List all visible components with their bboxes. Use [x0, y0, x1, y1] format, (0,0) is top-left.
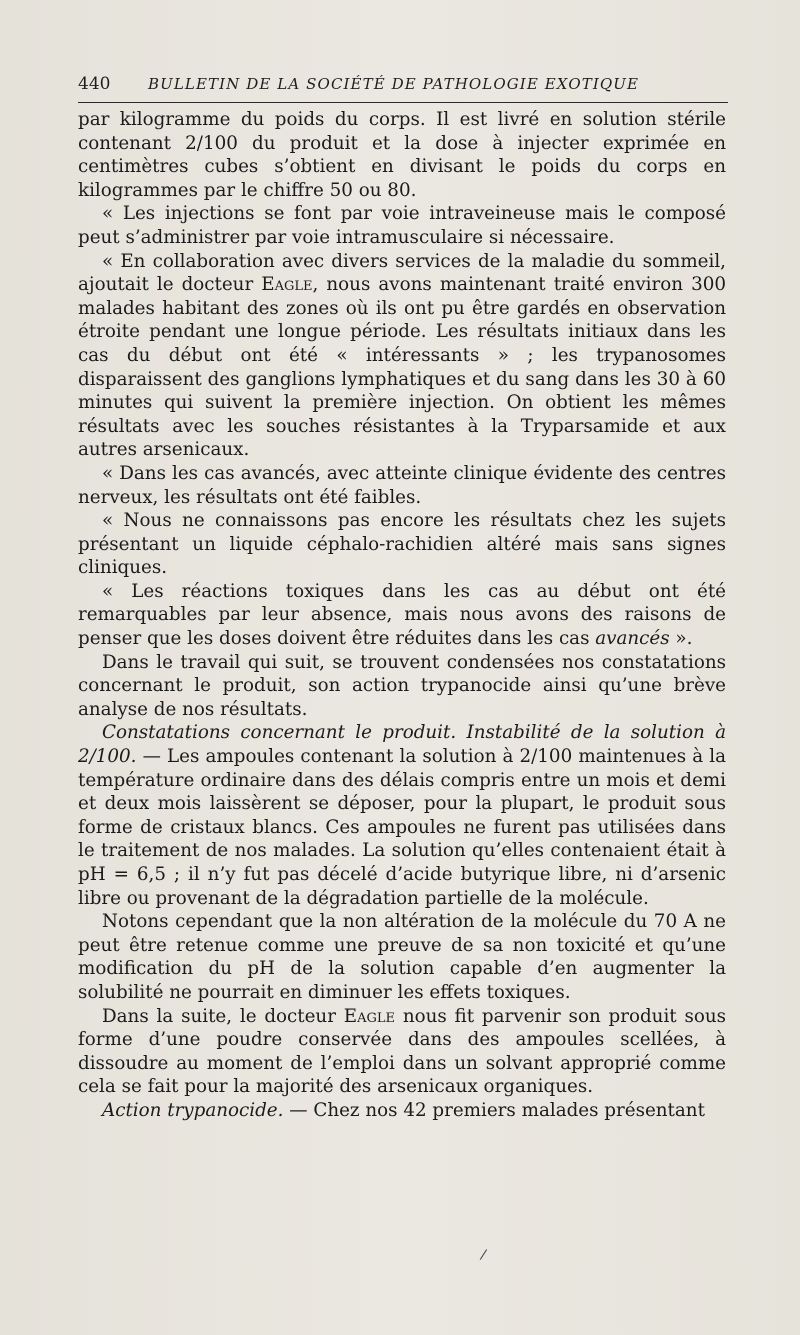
section-heading-action: Action trypanocide. — [102, 1099, 284, 1121]
paragraph-3 — [78, 250, 726, 462]
paragraph-10 — [78, 1005, 726, 1099]
section-heading-constatations: Constatations concernant le produit. Instabilité de la solution à 2/100. — [78, 722, 726, 768]
paragraph-6-text-a: « Les réactions toxiques dans les cas au début ont été remarquables par leur absence, mais nous avons des raisons de penser que les doses doivent être réduites dans les cas — [78, 580, 726, 650]
paragraph-3-text-a: « En collaboration avec divers services de la maladie du sommeil, ajoutait le docteur — [78, 250, 726, 296]
paragraph-6 — [78, 580, 726, 651]
author-name-eagle-2: Eagle — [343, 1005, 396, 1027]
paragraph-5: « Nous ne connaissons pas encore les résultats chez les sujets présentant un liquide céphalo-rachidien altéré mais sans signes cliniques. — [78, 510, 726, 579]
emphasis-avances: avancés — [595, 628, 670, 650]
paragraph-8 — [78, 721, 726, 910]
paragraph-10-text-b: nous fit parvenir son produit sous forme d’une poudre conservée dans des ampoules scellées, à dissoudre au moment de l’emploi dans un solvant approprié comme cela se fait pour la majorité des arsenicaux organiques. — [78, 1005, 726, 1098]
header-rule — [78, 102, 728, 103]
paragraph-8-text: — Les ampoules contenant la solution à 2/100 maintenues à la température ordinaire dans des délais compris entre un mois et demi et deux mois laissèrent se déposer, pour la plupart, le produit sous forme de cristaux blancs. Ces ampoules ne furent pas utilisées dans le traitement de nos malades. La solution qu’elles contenaient était à pH = 6,5 ; il n’y fut pas décelé d’acide butyrique libre, ni d’arsenic libre ou provenant de la dégradation partielle de la molécule. — [78, 746, 726, 909]
paragraph-6-text-b: ». — [669, 628, 693, 650]
stray-ink-mark: / — [479, 1246, 488, 1264]
paragraph-11 — [78, 1099, 726, 1123]
paragraph-4: « Dans les cas avancés, avec atteinte clinique évidente des centres nerveux, les résultats ont été faibles. — [78, 462, 726, 508]
page-header — [78, 70, 724, 100]
paragraph-10-text-a: Dans la suite, le docteur — [102, 1005, 344, 1027]
paragraph-2: « Les injections se font par voie intraveineuse mais le composé peut s’administrer par voie intramusculaire si nécessaire. — [78, 203, 726, 248]
paragraph-3-text-b: , nous avons maintenant traité environ 300 malades habitant des zones où ils ont pu être gardés en observation étroite pendant une longue période. Les résultats initiaux dans les cas du début ont été « intéressants » ; les trypanosomes disparaissent des ganglions lymphatiques et du sang dans les 30 à 60 minutes qui suivent la première injection. On obtient les mêmes résultats avec les souches résistantes à la Tryparsamide et aux autres arsenicaux. — [78, 274, 726, 461]
paragraph-7: Dans le travail qui suit, se trouvent condensées nos constatations concernant le produit, son action trypanocide ainsi qu’une brève analyse de nos résultats. — [78, 651, 726, 720]
paragraph-11-text: — Chez nos 42 premiers malades présentant — [283, 1099, 705, 1121]
running-title: BULLETIN DE LA SOCIÉTÉ DE PATHOLOGIE EXOTIQUE — [148, 75, 640, 93]
page-number: 440 — [78, 74, 111, 94]
body-text — [78, 108, 726, 1123]
paragraph-9: Notons cependant que la non altération de la molécule du 70 A ne peut être retenue comme une preuve de sa non toxicité et qu’une modification du pH de la solution capable d’en augmenter la solubilité ne pourrait en diminuer les effets toxiques. — [78, 911, 726, 1003]
paragraph-1: par kilogramme du poids du corps. Il est livré en solution stérile contenant 2/100 du produit et la dose à injecter exprimée en centimètres cubes s’obtient en divisant le poids du corps en kilogrammes par le chiffre 50 ou 80. — [78, 109, 726, 201]
author-name-eagle: Eagle — [261, 274, 313, 296]
